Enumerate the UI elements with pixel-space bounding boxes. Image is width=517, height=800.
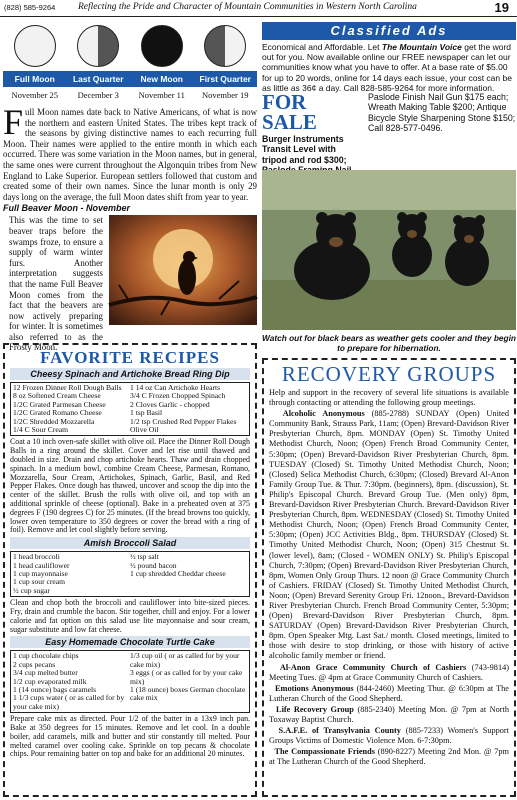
favorite-recipes-box — [3, 343, 257, 797]
page-number: 19 — [494, 0, 509, 15]
recovery-group — [269, 663, 509, 683]
black-bears-photo — [262, 170, 516, 330]
ingredients-right: ½ tsp salt ½ pound bacon 1 cup shredded Cheddar cheese — [130, 552, 226, 579]
moon-phase-label: Last Quarter — [67, 71, 131, 87]
moon-phase-first-quarter — [194, 22, 258, 88]
group-name: Emotions Anonymous — [275, 683, 354, 693]
ingredients-left: 1 head broccoli 1 head cauliflower 1 cup mayonnaise 1 cup sour cream ½ cup sugar — [13, 552, 70, 595]
recovery-groups-heading: RECOVERY GROUPS — [281, 362, 497, 386]
recipe-title: Amish Broccoli Salad — [10, 537, 250, 549]
drop-cap: F — [3, 102, 24, 142]
header-tagline: Reflecting the Pride and Character of Mountain Communities in Western North Carolina — [78, 2, 417, 12]
full-moon-icon — [14, 25, 56, 67]
ingredients-right: 1 14 oz Can Artichoke Hearts 3/4 C Frozen Chopped Spinach 2 Cloves Garlic - chopped 1 tsp Basil 1/2 tsp Crushed Red Pepper Flakes Olive Oil — [130, 383, 237, 435]
recipe-title: Cheesy Spinach and Artichoke Bread Ring Dip — [10, 368, 250, 380]
recipe-directions: Clean and chop both the broccoli and cauliflower into bite-sized pieces. Fry, drain and crumble the bacon. Stir together, chill and enjoy. For a lower calorie and fat option on this salad use lite mayonnaise and sour cream, sugar substitute and low fat cheese. — [10, 598, 250, 634]
moon-article-subhead: Full Beaver Moon - November — [3, 203, 131, 214]
for-sale-right-text: Paslode Finish Nail Gun $175 each; Wreath Making Table $200; Antique Bicycle Style Sharpening Stone $150; Call 828-577-0496. — [368, 92, 516, 134]
ingredients-left: 12 Frozen Dinner Roll Dough Balls 8 oz Softened Cream Cheese 1/2C Grated Parmesan Cheese 1/2C Grated Romano Cheese 1/2C Shredded Mozzarella 1/4 C Sour Cream — [13, 383, 122, 435]
recipe-ingredients — [10, 382, 250, 436]
moon-phase-last-quarter — [67, 22, 131, 88]
recovery-groups-box — [262, 358, 516, 797]
moon-phase-label: First Quarter — [194, 71, 258, 87]
moon-phase-date: November 25 — [11, 90, 58, 100]
moon-phase-new — [130, 22, 194, 88]
group-name: The Compassionate Friends — [274, 747, 375, 757]
ingredients-left: 1 cup chocolate chips 2 cups pecans 3/4 cup melted butter 1/2 cup evaporated milk 1 (14 ounce) bags caramels 1 1/3 cups water ( or as called for by your cake mix) — [13, 651, 125, 711]
group-details: (885-2340) Meeting Mon. @ 7pm at North Toxaway Baptist Church. — [269, 704, 510, 724]
header-phone: (828) 585-9264 — [4, 3, 56, 12]
recovery-group — [269, 409, 509, 661]
recovery-group — [269, 684, 509, 704]
moon-phases-panel — [3, 22, 257, 104]
recipes-heading: FAVORITE RECIPES — [40, 348, 220, 367]
recovery-group — [269, 747, 509, 767]
classified-text-after: get the word out for you. Now available online our FREE newspaper can let our communities know what you have to offer. At a base rate of $5.00 for up to 20 words, online for 14 days each issue, your cost can be as little as 36¢ a day. Call 828-585-9264 for more information. — [262, 42, 512, 93]
for-sale-heading: FOR SALE — [262, 90, 317, 134]
group-details: (890-8227) Meeting 2nd Mon. @ 7pm at The Lutheran Church of the Good Shepherd. — [269, 747, 509, 767]
page-header — [0, 0, 517, 17]
recovery-groups-body — [269, 388, 509, 767]
black-bears-image — [262, 170, 516, 330]
group-details: (743-9814) Meeting Tues. @ 4pm at Grace Community Church of Cashiers. — [269, 662, 510, 682]
classified-ads-heading: Classified Ads — [262, 22, 516, 40]
first-quarter-moon-icon — [204, 25, 246, 67]
new-moon-icon — [141, 25, 183, 67]
group-name: Alcoholic Anonymous — [282, 409, 365, 419]
classified-ads-text — [262, 42, 514, 93]
hawk-moon-photo — [109, 215, 257, 353]
hawk-moon-image — [109, 215, 257, 325]
moon-phase-date: November 19 — [201, 90, 249, 100]
moon-phase-label: Full Moon — [3, 71, 67, 87]
group-name: Al-Anon Grace Community Church of Cashiers — [279, 662, 467, 672]
moon-article-body: This was the time to set beaver traps before the swamps froze, to ensure a supply of warm winter furs. Another interpretation suggests that the name Full Beaver Moon comes from the fact that the beavers are now actively preparing for winter. It is sometimes also referred to as the Frosty Moon. — [9, 215, 103, 353]
moon-phase-date: December 3 — [77, 90, 119, 100]
moon-phase-full — [3, 22, 67, 88]
ingredients-right: 1/3 cup oil ( or as called for by your cake mix) 3 eggs ( or as called for by your cake mix) 1 (18 ounce) boxes German chocolate cake mix — [130, 651, 246, 703]
group-details: (885-7233) Women's Support Groups Victims of Domestic Violence Mon. 6-7:30pm. — [269, 726, 509, 746]
recipe-directions: Coat a 10 inch oven-safe skillet with olive oil. Place the Dinner Roll Dough Balls in a ring around the skillet. Cover and let rise until thawed and doubled in size. Drain and chop artichoke hearts. Thaw and drain chopped spinach. In a medium bowl, combine Cream Cheese, Parmesan, Romano, Mozzarella, Sour Cream, Artichokes, Spinach, Garlic, Basil, and Red Pepper Flakes. Once dough has thawed, uncover and scoop the dip into the center of the skillet. Brush the rolls with olive oil, and top with an additional sprinkle of cheese (optional). Bake in a preheated oven at 375 degrees F (190 degrees C) for 25 minutes. (If the bread browns too quickly, lower oven temperature to 350 degrees or cover the bread with a ring of foil). Remove and let cool slightly before serving. — [10, 437, 250, 535]
mountain-voice-logo: The Mountain Voice — [381, 42, 462, 52]
group-name: Life Recovery Group — [276, 704, 354, 714]
group-name: S.A.F.E. of Transylvania County — [278, 726, 401, 736]
recovery-group — [269, 705, 509, 725]
recovery-group — [269, 726, 509, 746]
moon-article-intro: ull Moon names date back to Native Americans, of what is now the northern and eastern United States. The tribes kept track of the seasons by giving distinctive names to each recurring full Moon. Their names were applied to the entire month in which each occurred. There was some variation in the Moon names, but in general, the same ones were current throughout the Algonquin tribes from New England to Lake Superior. European settlers followed that custom and created some of their own names. Since the lunar month is only 29 days long on the average, the full Moon dates shift from year to year. — [3, 107, 257, 202]
moon-article — [3, 102, 257, 353]
classified-text-before: Economical and Affordable. Let — [262, 42, 380, 52]
recipe-title: Easy Homemade Chocolate Turtle Cake — [10, 636, 250, 648]
for-sale-left-text: Burger Instruments Transit Level with tripod and rod $300; — [262, 134, 347, 165]
moon-phase-label: New Moon — [130, 71, 194, 87]
recovery-intro: Help and support in the recovery of several life situations is available through contacting or attending the following group meetings. — [269, 388, 509, 408]
recipe-ingredients — [10, 650, 250, 713]
recipe-directions: Prepare cake mix as directed. Pour 1/2 of the batter in a 13x9 inch pan. Bake at 350 degrees for 15 minutes. Remove and let cool. In a double boiler, add caramels, milk and butter and stir constantly till melted. Pour melted caramel over cooling cake. Sprinkle on top pecans & chocolate chips. Pour remaining batter on top and bake for an additional 20 minutes. — [10, 714, 250, 759]
bear-photo-caption: Watch out for black bears as weather gets cooler and they begin to prepare for hibernation. — [262, 333, 516, 353]
moon-phase-date: November 11 — [138, 90, 185, 100]
last-quarter-moon-icon — [77, 25, 119, 67]
group-details: (885-2788) SUNDAY (Open) United Community Bank, Strauss Park, 11am; (Open) Brevard-Davidson River Presbyterian Church, 8pm. MONDAY (Open) St. Timothy United Methodist Church, Noon; (Open) French Broad Community Center, 5:30pm; (Open) Brevard-Davidson River Presbyterian Church, 8pm. TUESDAY (Closed) St. Timothy United Methodist Church, Noon; (Closed) Selica Methodist Church, 6:30pm; (Closed) Brevard Al-Anon Family Group Tue. & Thur. 7:30pm. (beginners), 8pm. (discussion), St. Philip's Episcopal Church. Brevard Group Tue. (Men only) 8pm, Brevard-Davidson River Presbyterian Church. Brevard-Davidson River Presbyterian Church, 8pm. WEDNESDAY (Closed) St. Timothy United Methodist Church, Noon; (Open) French Broad Community Center, 5:30pm; (Open) JCC Activities Bldg., 8pm. THURSDAY (Closed) St. Timothy United Methodist Church, Noon; (Open) 315 Chestnut St. (lower level), 8am; (Closed - WOMEN ONLY) St. Philip's Episcopal Church, 7:30pm; (Open) Brevard-Davidson River Presbyterian Church, 8pm, Women Only Group Thurs. 12 noon @ Grace Community Church of Cashiers. FRIDAY (Closed) St. Timothy United Methodist Church, Noon; (Open) Brevard Serenity Group Fri. 12noon., Brevard-Davidson River Presbyterian Church. French Broad Community Center, 5:30pm; (Open) Brevard-Davidson River Presbyterian Church, 8pm. SATURDAY (Open) Brevard-Davidson River Presbyterian Church, 8pm. Open Speaker Mtg. Last Sat./ month. Closed meetings, limited to those with desire to stop drinking, or those with history of active alcoholic family member or friend. — [269, 409, 510, 661]
recipe-ingredients — [10, 551, 250, 597]
group-details: (844-2460) Meeting Thur. @ 6:30pm at The Lutheran Church of the Good Shepherd. — [269, 683, 509, 703]
